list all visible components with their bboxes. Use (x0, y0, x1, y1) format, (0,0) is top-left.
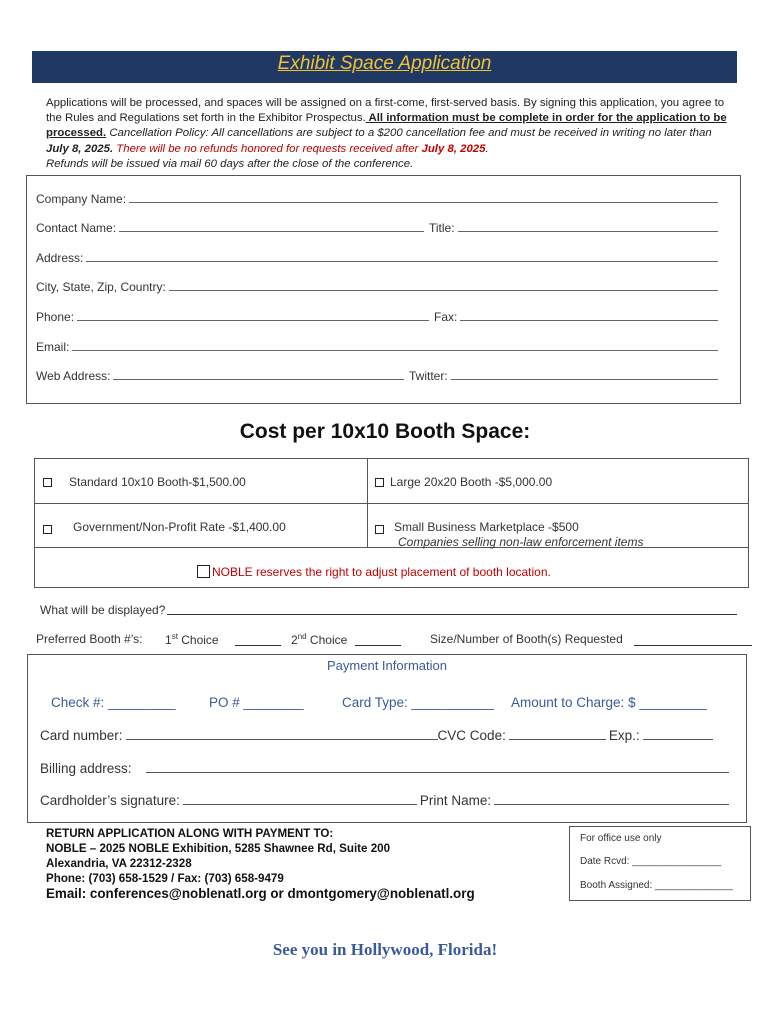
booth-assigned-field: Booth Assigned: ______________ (580, 880, 733, 891)
city-row[interactable] (36, 280, 718, 294)
intro-required-note: All information must be complete in order for the application to be processed. (46, 112, 727, 140)
address-label: Address: (36, 251, 84, 265)
exp-field[interactable] (643, 738, 713, 740)
second-choice-number: 2 (291, 633, 298, 647)
signature-label: Cardholder’s signature: (40, 793, 180, 808)
placement-checkbox[interactable] (197, 565, 210, 578)
second-choice-suffix: nd (297, 632, 307, 641)
twitter-field[interactable] (451, 378, 718, 380)
return-organization: NOBLE – 2025 NOBLE Exhibition, 5285 Shawnee Rd, Suite 200 (46, 842, 391, 855)
title-label: Title: (429, 221, 455, 235)
contact-section (26, 175, 741, 404)
card-type-field[interactable]: Card Type: ___________ (342, 695, 495, 710)
phone-label: Phone: (36, 310, 75, 324)
twitter-label: Twitter: (409, 369, 448, 383)
card-number-label: Card number: (40, 728, 123, 743)
cancellation-deadline: July 8, 2025. (46, 142, 114, 155)
cvc-label: CVC Code: (437, 728, 506, 743)
placement-notice (197, 565, 551, 579)
payment-section (27, 654, 747, 823)
refund-info: Refunds will be issued via mail 60 days after the close of the conference. (46, 157, 414, 170)
email-label: Email: (36, 340, 70, 354)
refund-period: . (485, 142, 489, 155)
address-row[interactable] (36, 251, 718, 265)
footer-message: See you in Hollywood, Florida! (272, 940, 498, 959)
booth-options (34, 458, 749, 588)
company-name-label: Company Name: (36, 192, 127, 206)
return-heading: RETURN APPLICATION ALONG WITH PAYMENT TO: (46, 827, 334, 840)
city-field[interactable] (169, 289, 718, 291)
second-choice-text: Choice (306, 633, 348, 647)
company-name-row[interactable] (36, 192, 718, 206)
display-field[interactable] (167, 614, 737, 615)
exp-label: Exp.: (608, 728, 640, 743)
placement-notice-text: NOBLE reserves the right to adjust placement of booth location. (212, 565, 551, 579)
preferred-booth-row (36, 632, 752, 648)
contact-name-field[interactable] (119, 230, 424, 232)
print-name-field[interactable] (494, 803, 729, 805)
billing-field[interactable] (146, 771, 729, 773)
booth-size-field[interactable] (634, 634, 752, 646)
header-banner (32, 51, 737, 83)
po-number-field[interactable]: PO # ________ (209, 695, 304, 710)
small-business-label: Small Business Marketplace -$500 (394, 520, 579, 534)
card-number-field[interactable] (126, 738, 438, 740)
check-number-field[interactable]: Check #: _________ (51, 695, 176, 710)
email-field[interactable] (72, 349, 718, 351)
refund-deadline: July 8, 2025 (421, 142, 486, 155)
small-business-checkbox[interactable] (375, 525, 384, 534)
fax-label: Fax: (434, 310, 458, 324)
web-label: Web Address: (36, 369, 111, 383)
signature-row (40, 793, 732, 808)
return-city: Alexandria, VA 22312-2328 (46, 857, 192, 870)
cvc-field[interactable] (509, 738, 606, 740)
web-twitter-row (36, 369, 718, 383)
title-field[interactable] (458, 230, 718, 232)
city-label: City, State, Zip, Country: (36, 280, 166, 294)
signature-field[interactable] (183, 803, 417, 805)
booth-cost-heading: Cost per 10x10 Booth Space: (239, 420, 531, 443)
display-question: What will be displayed? (40, 603, 166, 617)
cancellation-policy: Cancellation Policy: All cancellations are subject to a $200 cancellation fee and must be received in writing no later than (106, 127, 712, 140)
company-name-field[interactable] (129, 201, 718, 203)
large-booth-label: Large 20x20 Booth -$5,000.00 (390, 475, 553, 489)
return-address (46, 826, 475, 901)
display-row (40, 603, 737, 617)
contact-name-label: Contact Name: (36, 221, 117, 235)
first-choice-label (165, 632, 219, 647)
page-title: Exhibit Space Application (277, 53, 492, 74)
payment-heading: Payment Information (327, 658, 447, 673)
office-use-title: For office use only (580, 833, 662, 844)
large-booth-checkbox[interactable] (375, 478, 384, 487)
second-choice-field[interactable] (355, 634, 401, 646)
billing-row (40, 761, 732, 776)
first-choice-field[interactable] (235, 634, 281, 646)
phone-fax-row (36, 310, 718, 324)
divider (35, 503, 748, 504)
government-rate-label: Government/Non-Profit Rate -$1,400.00 (73, 520, 286, 534)
first-choice-suffix: st (171, 632, 178, 641)
web-field[interactable] (113, 378, 404, 380)
phone-field[interactable] (77, 319, 429, 321)
office-use-box (569, 826, 751, 901)
address-field[interactable] (86, 260, 718, 262)
return-phone: Phone: (703) 658-1529 / Fax: (703) 658-9479 (46, 872, 284, 885)
first-choice-number: 1 (165, 633, 172, 647)
intro-paragraph (46, 96, 736, 172)
booth-size-label: Size/Number of Booth(s) Requested (430, 632, 623, 646)
print-name-label: Print Name: (419, 793, 492, 808)
standard-booth-checkbox[interactable] (43, 478, 52, 487)
email-row[interactable] (36, 340, 718, 354)
government-rate-checkbox[interactable] (43, 525, 52, 534)
second-choice-label (291, 632, 347, 647)
preferred-booth-label: Preferred Booth #’s: (36, 632, 143, 646)
contact-title-row (36, 221, 718, 235)
amount-field[interactable]: Amount to Charge: $ _________ (511, 695, 707, 710)
fax-field[interactable] (460, 319, 718, 321)
date-received-field: Date Rcvd: ________________ (580, 856, 722, 867)
small-business-note: Companies selling non-law enforcement items (398, 535, 644, 549)
intro-text: Applications will be processed, and spaces will be assigned on a first-come, first-served basis. By signing this application, you agree to the Rules and Regulations set forth in the Exhibitor Prospectus. (46, 97, 725, 125)
first-choice-text: Choice (177, 633, 219, 647)
standard-booth-label: Standard 10x10 Booth-$1,500.00 (69, 475, 246, 489)
card-number-row (40, 728, 732, 743)
refund-note: There will be no refunds honored for requests received after (113, 142, 422, 155)
return-email: Email: conferences@noblenatl.org or dmontgomery@noblenatl.org (46, 886, 475, 901)
billing-label: Billing address: (40, 761, 132, 776)
